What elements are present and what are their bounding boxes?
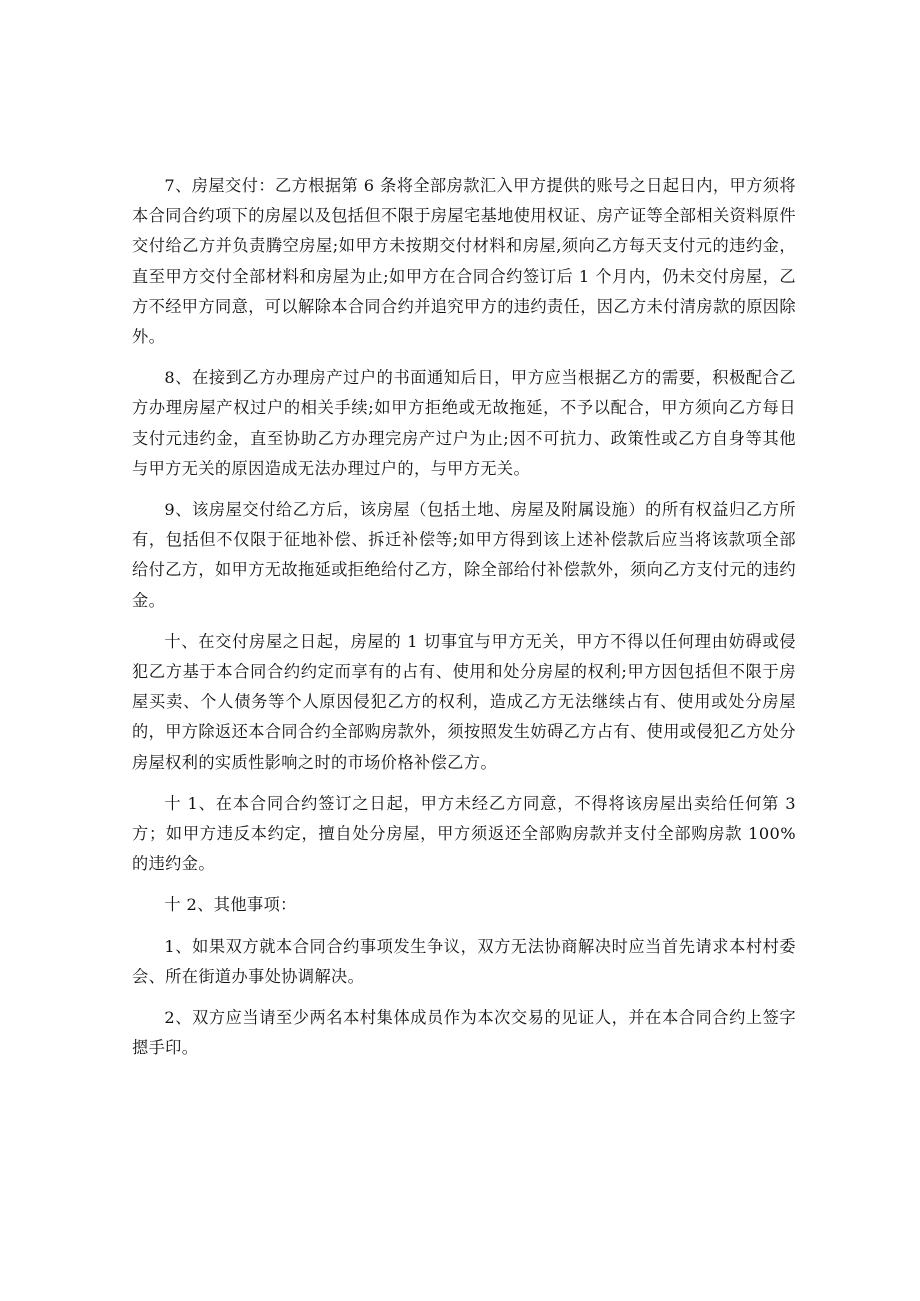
clause-9-compensation: 9、该房屋交付给乙方后，该房屋（包括土地、房屋及附属设施）的所有权益归乙方所有，包括但不仅限于征地补偿、拆迁补偿等;如甲方得到该上述补偿款后应当将该款项全部给付乙方，如甲方无故拖延或拒绝给付乙方，除全部给付补偿款外，须向乙方支付元的违约金。 [132, 500, 796, 610]
clause-7-delivery: 7、房屋交付：乙方根据第 6 条将全部房款汇入甲方提供的账号之日起日内，甲方须将本合同合约项下的房屋以及包括但不限于房屋宅基地使用权证、房产证等全部相关资料原件交付给乙方并负责腾空房屋;如甲方未按期交付材料和房屋,须向乙方每天支付元的违约金，直至甲方交付全部材料和房屋为止;如甲方在合同合约签订后 1 个月内，仍未交付房屋，乙方不经甲方同意，可以解除本合同合约并追究甲方的违约责任，因乙方未付清房款的原因除外。 [132, 176, 796, 347]
document-page [132, 171, 796, 1074]
clause-12-heading: 十 2、其他事项： [164, 895, 297, 915]
clause-11-no-resale: 十 1、在本合同合约签订之日起，甲方未经乙方同意，不得将该房屋出卖给任何第 3 方；如甲方违反本约定，擅自处分房屋，甲方须返还全部购房款并支付全部购房款 100%的违约金。 [132, 793, 796, 874]
clause-10-rights: 十、在交付房屋之日起，房屋的 1 切事宜与甲方无关，甲方不得以任何理由妨碍或侵犯乙方基于本合同合约约定而享有的占有、使用和处分房屋的权利;甲方因包括但不限于房屋买卖、个人债务等个人原因侵犯乙方的权利，造成乙方无法继续占有、使用或处分房屋的，甲方除返还本合同合约全部购房款外，须按照发生妨碍乙方占有、使用或侵犯乙方处分房屋权利的实质性影响之时的市场价格补偿乙方。 [132, 631, 796, 772]
clause-8-transfer: 8、在接到乙方办理房产过户的书面通知后日，甲方应当根据乙方的需要，积极配合乙方办理房屋产权过户的相关手续;如甲方拒绝或无故拖延，不予以配合，甲方须向乙方每日支付元违约金，直至协助乙方办理完房产过户为止;因不可抗力、政策性或乙方自身等其他与甲方无关的原因造成无法办理过户的，与甲方无关。 [132, 368, 796, 478]
clause-12-item-2: 2、双方应当请至少两名本村集体成员作为本次交易的见证人，并在本合同合约上签字摁手印。 [132, 1008, 796, 1058]
clause-12-item-1: 1、如果双方就本合同合约事项发生争议，双方无法协商解决时应当首先请求本村村委会、所在街道办事处协调解决。 [132, 936, 796, 986]
